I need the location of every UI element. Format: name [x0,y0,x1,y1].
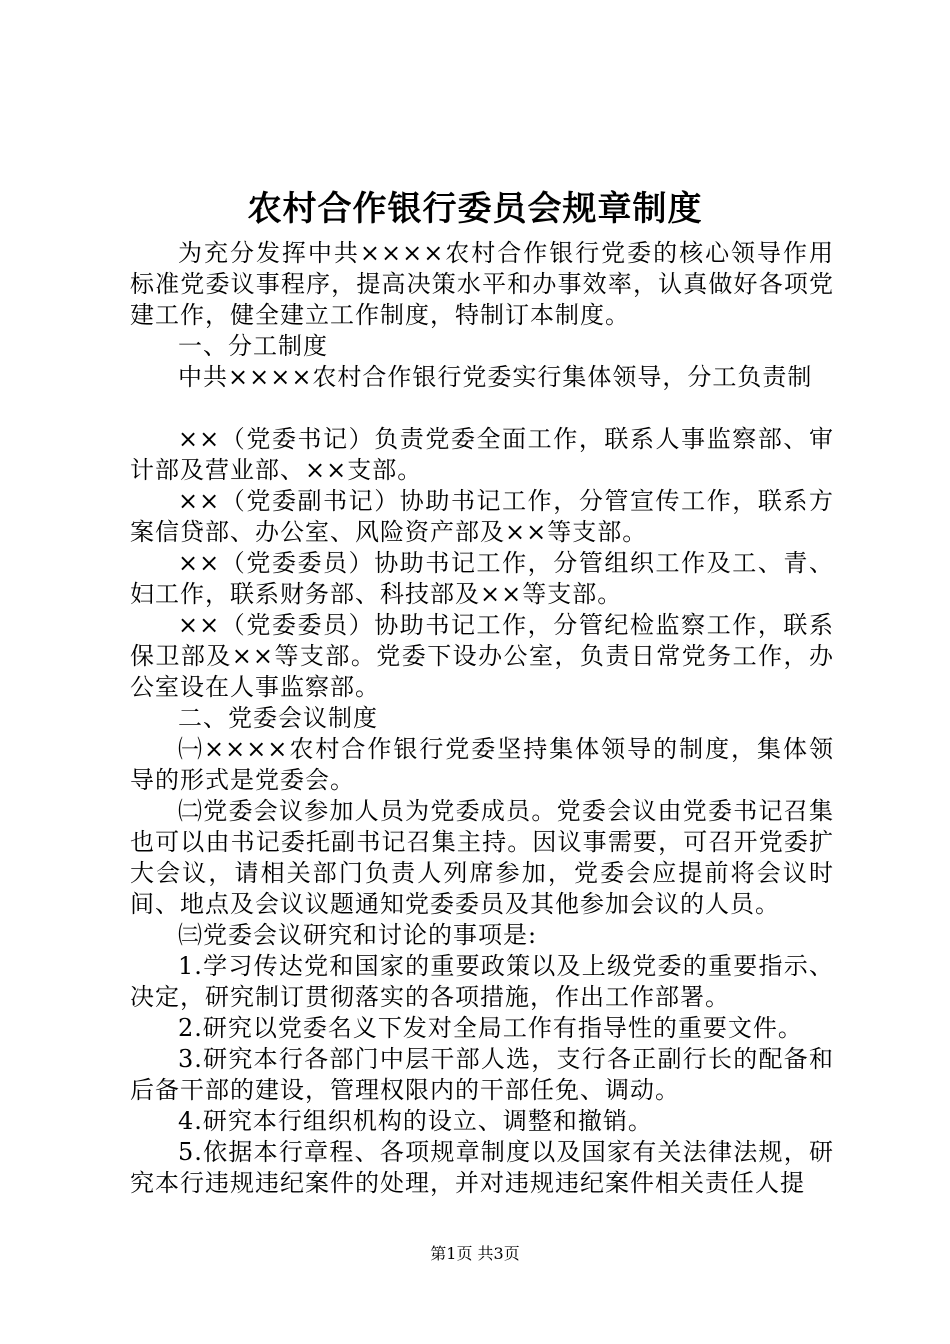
list-item: 4.研究本行组织机构的设立、调整和撤销。 [178,1107,653,1135]
paragraph-collective-leadership: 中共××××农村合作银行党委实行集体领导，分工负责制 [178,363,813,391]
list-item: 1.学习传达党和国家的重要政策以及上级党委的重要指示、决定，研究制订贯彻落实的各项措施，作出工作部署。 [130,952,834,1011]
list-item: 5.依据本行章程、各项规章制度以及国家有关法律法规，研究本行违规违纪案件的处理，并对违规违纪案件相关责任人提 [130,1138,834,1197]
paragraph-secretary-duties: ××（党委书记）负责党委全面工作，联系人事监察部、审计部及营业部、××支部。 [130,425,834,484]
paragraph-intro: 为充分发挥中共××××农村合作银行党委的核心领导作用标准党委议事程序，提高决策水平和办事效率，认真做好各项党建工作，健全建立工作制度，特制订本制度。 [130,239,834,329]
paragraph-deputy-secretary-duties: ××（党委副书记）协助书记工作，分管宣传工作，联系方案信贷部、办公室、风险资产部及××等支部。 [130,487,834,546]
list-item: 2.研究以党委名义下发对全局工作有指导性的重要文件。 [178,1014,803,1042]
paragraph-member-discipline-duties: ××（党委委员）协助书记工作，分管纪检监察工作，联系保卫部及××等支部。党委下设办公室，负责日常党务工作，办公室设在人事监察部。 [130,611,834,701]
list-item: 3.研究本行各部门中层干部人选，支行各正副行长的配备和后备干部的建设，管理权限内的干部任免、调动。 [130,1045,834,1104]
page-title: 农村合作银行委员会规章制度 [247,189,703,229]
heading-division-system: 一、分工制度 [178,332,328,360]
paragraph-meeting-item-1: ㈠××××农村合作银行党委坚持集体领导的制度，集体领导的形式是党委会。 [130,735,834,794]
paragraph-meeting-item-3: ㈢党委会议研究和讨论的事项是: [178,921,538,949]
paragraph-meeting-item-2: ㈡党委会议参加人员为党委成员。党委会议由党委书记召集也可以由书记委托副书记召集主持。因议事需要，可召开党委扩大会议，请相关部门负责人列席参加，党委会应提前将会议时间、地点及会议议题通知党委委员及其他参加会议的人员。 [130,797,834,918]
heading-meeting-system: 二、党委会议制度 [178,704,378,732]
document-body [130,238,834,1199]
paragraph-member-organization-duties: ××（党委委员）协助书记工作，分管组织工作及工、青、妇工作，联系财务部、科技部及××等支部。 [130,549,834,608]
page-footer: 第1页 共3页 [430,1244,520,1263]
